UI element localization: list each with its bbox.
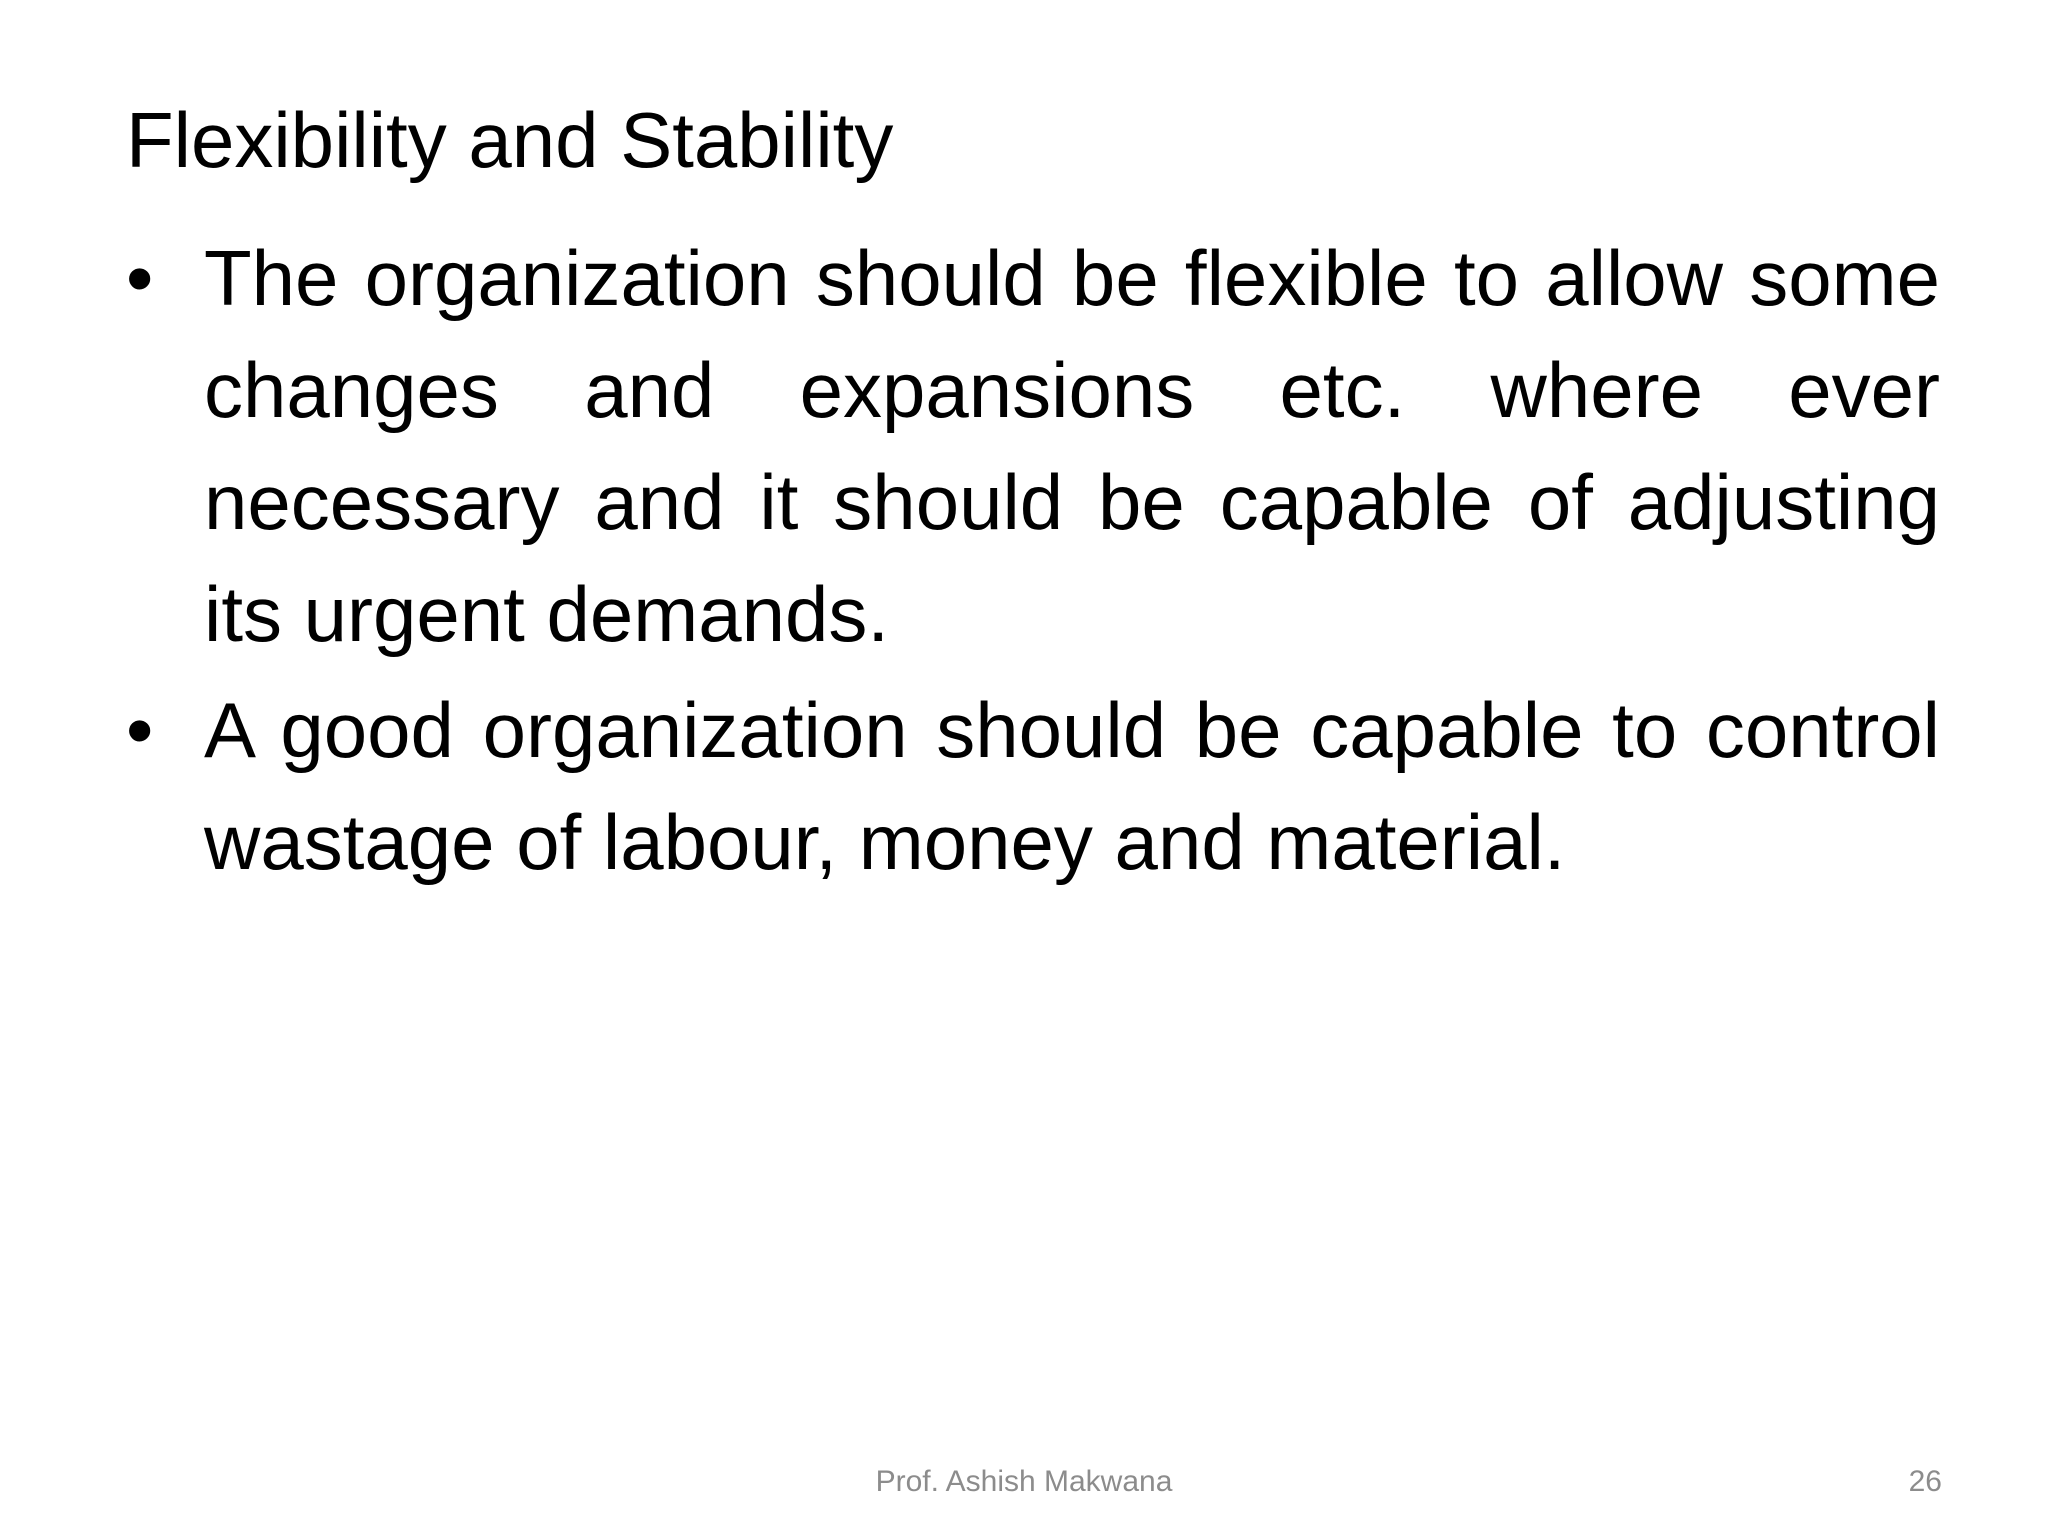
bullet-item bbox=[118, 674, 1940, 898]
slide-page-number: 26 bbox=[1908, 1465, 1942, 1498]
bullet-list bbox=[118, 222, 1940, 902]
bullet-text: The organization should be flexible to allow some changes and expansions etc. where ever necessary and it should be capable of adjusting its urgent demands. bbox=[204, 234, 1940, 658]
bullet-text: A good organization should be capable to control wastage of labour, money and material. bbox=[204, 686, 1940, 886]
bullet-item bbox=[118, 222, 1940, 670]
slide-title: Flexibility and Stability bbox=[126, 96, 894, 184]
bullet-marker: • bbox=[126, 234, 154, 322]
footer-author: Prof. Ashish Makwana bbox=[875, 1465, 1173, 1498]
bullet-marker: • bbox=[126, 686, 154, 774]
